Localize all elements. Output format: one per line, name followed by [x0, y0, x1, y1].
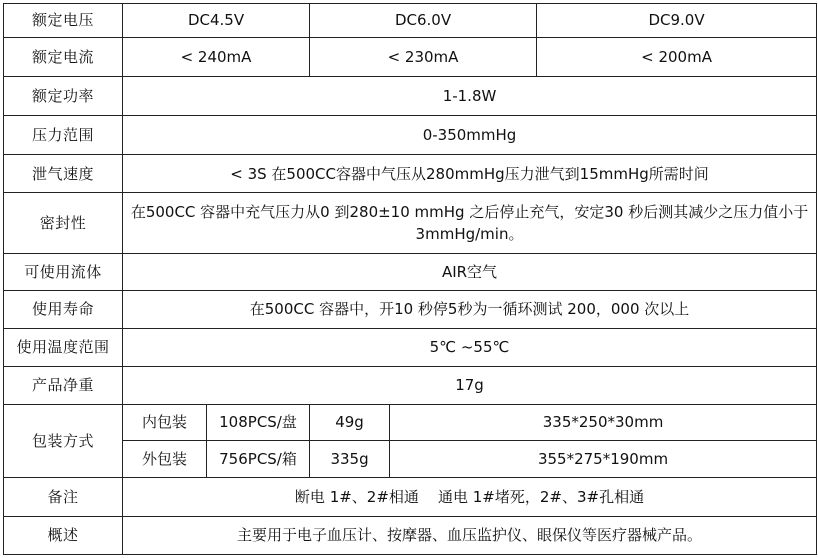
net-weight-value: 17g: [123, 366, 817, 404]
pressure-range-value: 0-350mmHg: [123, 116, 817, 155]
rated-current-value-2: < 230mA: [310, 37, 537, 76]
remarks-value: 断电 1#、2#相通 通电 1#堵死，2#、3#孔相通: [123, 477, 817, 516]
rated-current-label: 额定电流: [4, 37, 123, 76]
rated-power-label: 额定功率: [4, 76, 123, 115]
lifespan-label: 使用寿命: [4, 290, 123, 328]
rated-voltage-value-1: DC4.5V: [123, 4, 310, 38]
airtightness-label: 密封性: [4, 193, 123, 254]
row-deflation-speed: [4, 155, 817, 193]
row-remarks: [4, 477, 817, 516]
fluid-label: 可使用流体: [4, 253, 123, 290]
temperature-range-label: 使用温度范围: [4, 328, 123, 366]
row-rated-voltage: [4, 4, 817, 38]
rated-voltage-value-3: DC9.0V: [537, 4, 817, 38]
fluid-value: AIR空气: [123, 253, 817, 290]
packaging-label: 包装方式: [4, 404, 123, 477]
net-weight-label: 产品净重: [4, 366, 123, 404]
packaging-inner-type: 内包装: [123, 404, 207, 440]
rated-current-value-1: < 240mA: [123, 37, 310, 76]
row-airtightness: [4, 193, 817, 254]
rated-power-value: 1-1.8W: [123, 76, 817, 115]
spec-table: [3, 3, 817, 555]
row-packaging-outer: [4, 440, 817, 477]
packaging-inner-weight: 49g: [310, 404, 390, 440]
overview-label: 概述: [4, 516, 123, 554]
row-lifespan: [4, 290, 817, 328]
row-overview: [4, 516, 817, 554]
overview-value: 主要用于电子血压计、按摩器、血压监护仪、眼保仪等医疗器械产品。: [123, 516, 817, 554]
packaging-outer-qty: 756PCS/箱: [207, 440, 310, 477]
packaging-outer-type: 外包装: [123, 440, 207, 477]
packaging-outer-weight: 335g: [310, 440, 390, 477]
row-fluid: [4, 253, 817, 290]
deflation-speed-value: < 3S 在500CC容器中气压从280mmHg压力泄气到15mmHg所需时间: [123, 155, 817, 193]
packaging-inner-qty: 108PCS/盘: [207, 404, 310, 440]
rated-voltage-label: 额定电压: [4, 4, 123, 38]
rated-voltage-value-2: DC6.0V: [310, 4, 537, 38]
row-pressure-range: [4, 116, 817, 155]
temperature-range-value: 5℃ ~55℃: [123, 328, 817, 366]
lifespan-value: 在500CC 容器中，开10 秒停5秒为一循环测试 200，000 次以上: [123, 290, 817, 328]
row-packaging-inner: [4, 404, 817, 440]
airtightness-value: 在500CC 容器中充气压力从0 到280±10 mmHg 之后停止充气，安定30 秒后测其减少之压力值小于3mmHg/min。: [123, 193, 817, 254]
row-net-weight: [4, 366, 817, 404]
packaging-inner-size: 335*250*30mm: [390, 404, 817, 440]
row-temperature-range: [4, 328, 817, 366]
pressure-range-label: 压力范围: [4, 116, 123, 155]
rated-current-value-3: < 200mA: [537, 37, 817, 76]
row-rated-current: [4, 37, 817, 76]
packaging-outer-size: 355*275*190mm: [390, 440, 817, 477]
deflation-speed-label: 泄气速度: [4, 155, 123, 193]
remarks-label: 备注: [4, 477, 123, 516]
row-rated-power: [4, 76, 817, 115]
